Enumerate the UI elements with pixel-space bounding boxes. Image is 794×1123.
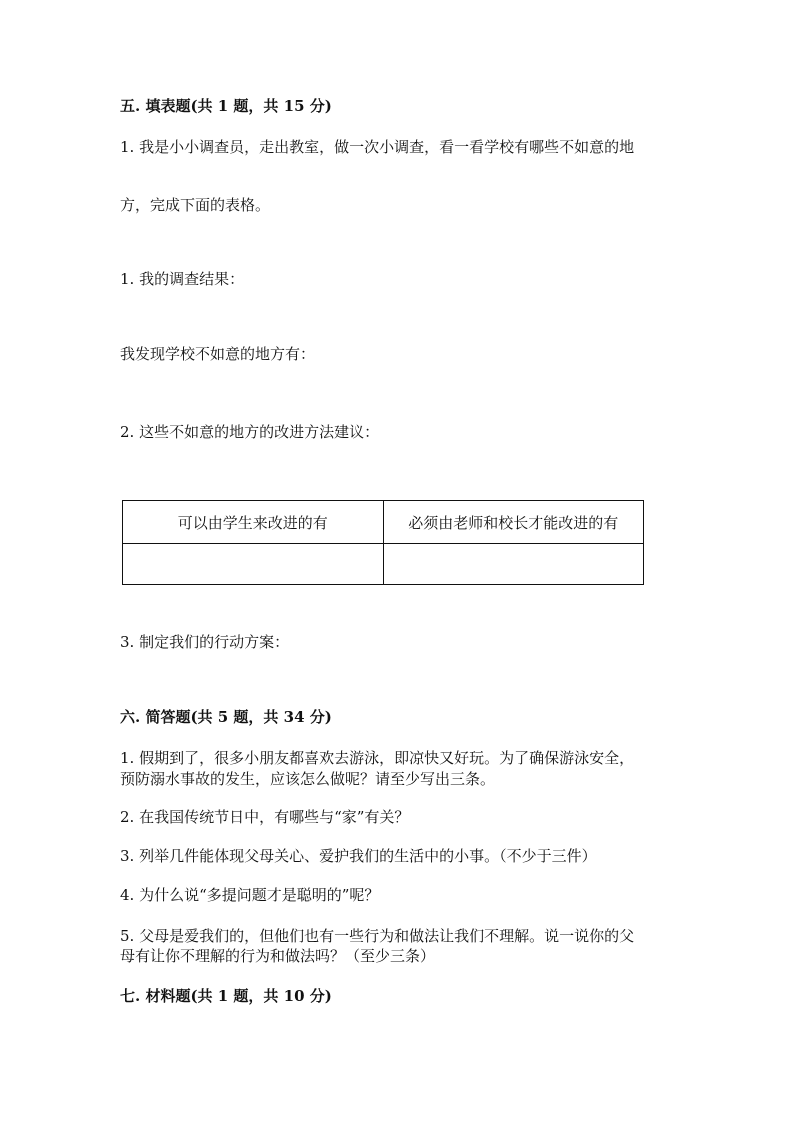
question-text: 4. 为什么说“多提问题才是聪明的”呢？ — [120, 886, 380, 904]
table-header-cell: 必须由老师和校长才能改进的有 — [383, 501, 644, 544]
section5-heading: 五. 填表题(共 1 题，共 15 分) — [120, 97, 332, 115]
finding-label: 我发现学校不如意的地方有： — [120, 345, 316, 363]
step-label: 3. 制定我们的行动方案： — [120, 633, 290, 651]
table-header-row — [123, 501, 644, 544]
question-text: 2. 在我国传统节日中，有哪些与“家”有关？ — [120, 808, 410, 826]
improvement-table — [122, 500, 644, 585]
step-label: 2. 这些不如意的地方的改进方法建议： — [120, 423, 380, 441]
table-header-cell: 可以由学生来改进的有 — [123, 501, 384, 544]
table-row — [123, 544, 644, 585]
step-label: 1. 我的调查结果： — [120, 270, 245, 288]
section6-heading: 六. 简答题(共 5 题，共 34 分) — [120, 708, 332, 726]
table-cell[interactable] — [383, 544, 644, 585]
table-cell[interactable] — [123, 544, 384, 585]
question-text: 5. 父母是爱我们的，但他们也有一些行为和做法让我们不理解。说一说你的父 — [120, 927, 635, 945]
question-text: 1. 我是小小调查员，走出教室，做一次小调查，看一看学校有哪些不如意的地 — [120, 138, 635, 156]
question-text: 1. 假期到了，很多小朋友都喜欢去游泳，即凉快又好玩。为了确保游泳安全， — [120, 749, 635, 767]
question-text: 3. 列举几件能体现父母关心、爱护我们的生活中的小事。（不少于三件） — [120, 847, 597, 865]
question-text: 母有让你不理解的行为和做法吗？（至少三条） — [120, 947, 436, 965]
section7-heading: 七. 材料题(共 1 题，共 10 分) — [120, 987, 332, 1005]
question-text: 方，完成下面的表格。 — [120, 196, 271, 214]
question-text: 预防溺水事故的发生，应该怎么做呢？请至少写出三条。 — [120, 770, 496, 788]
